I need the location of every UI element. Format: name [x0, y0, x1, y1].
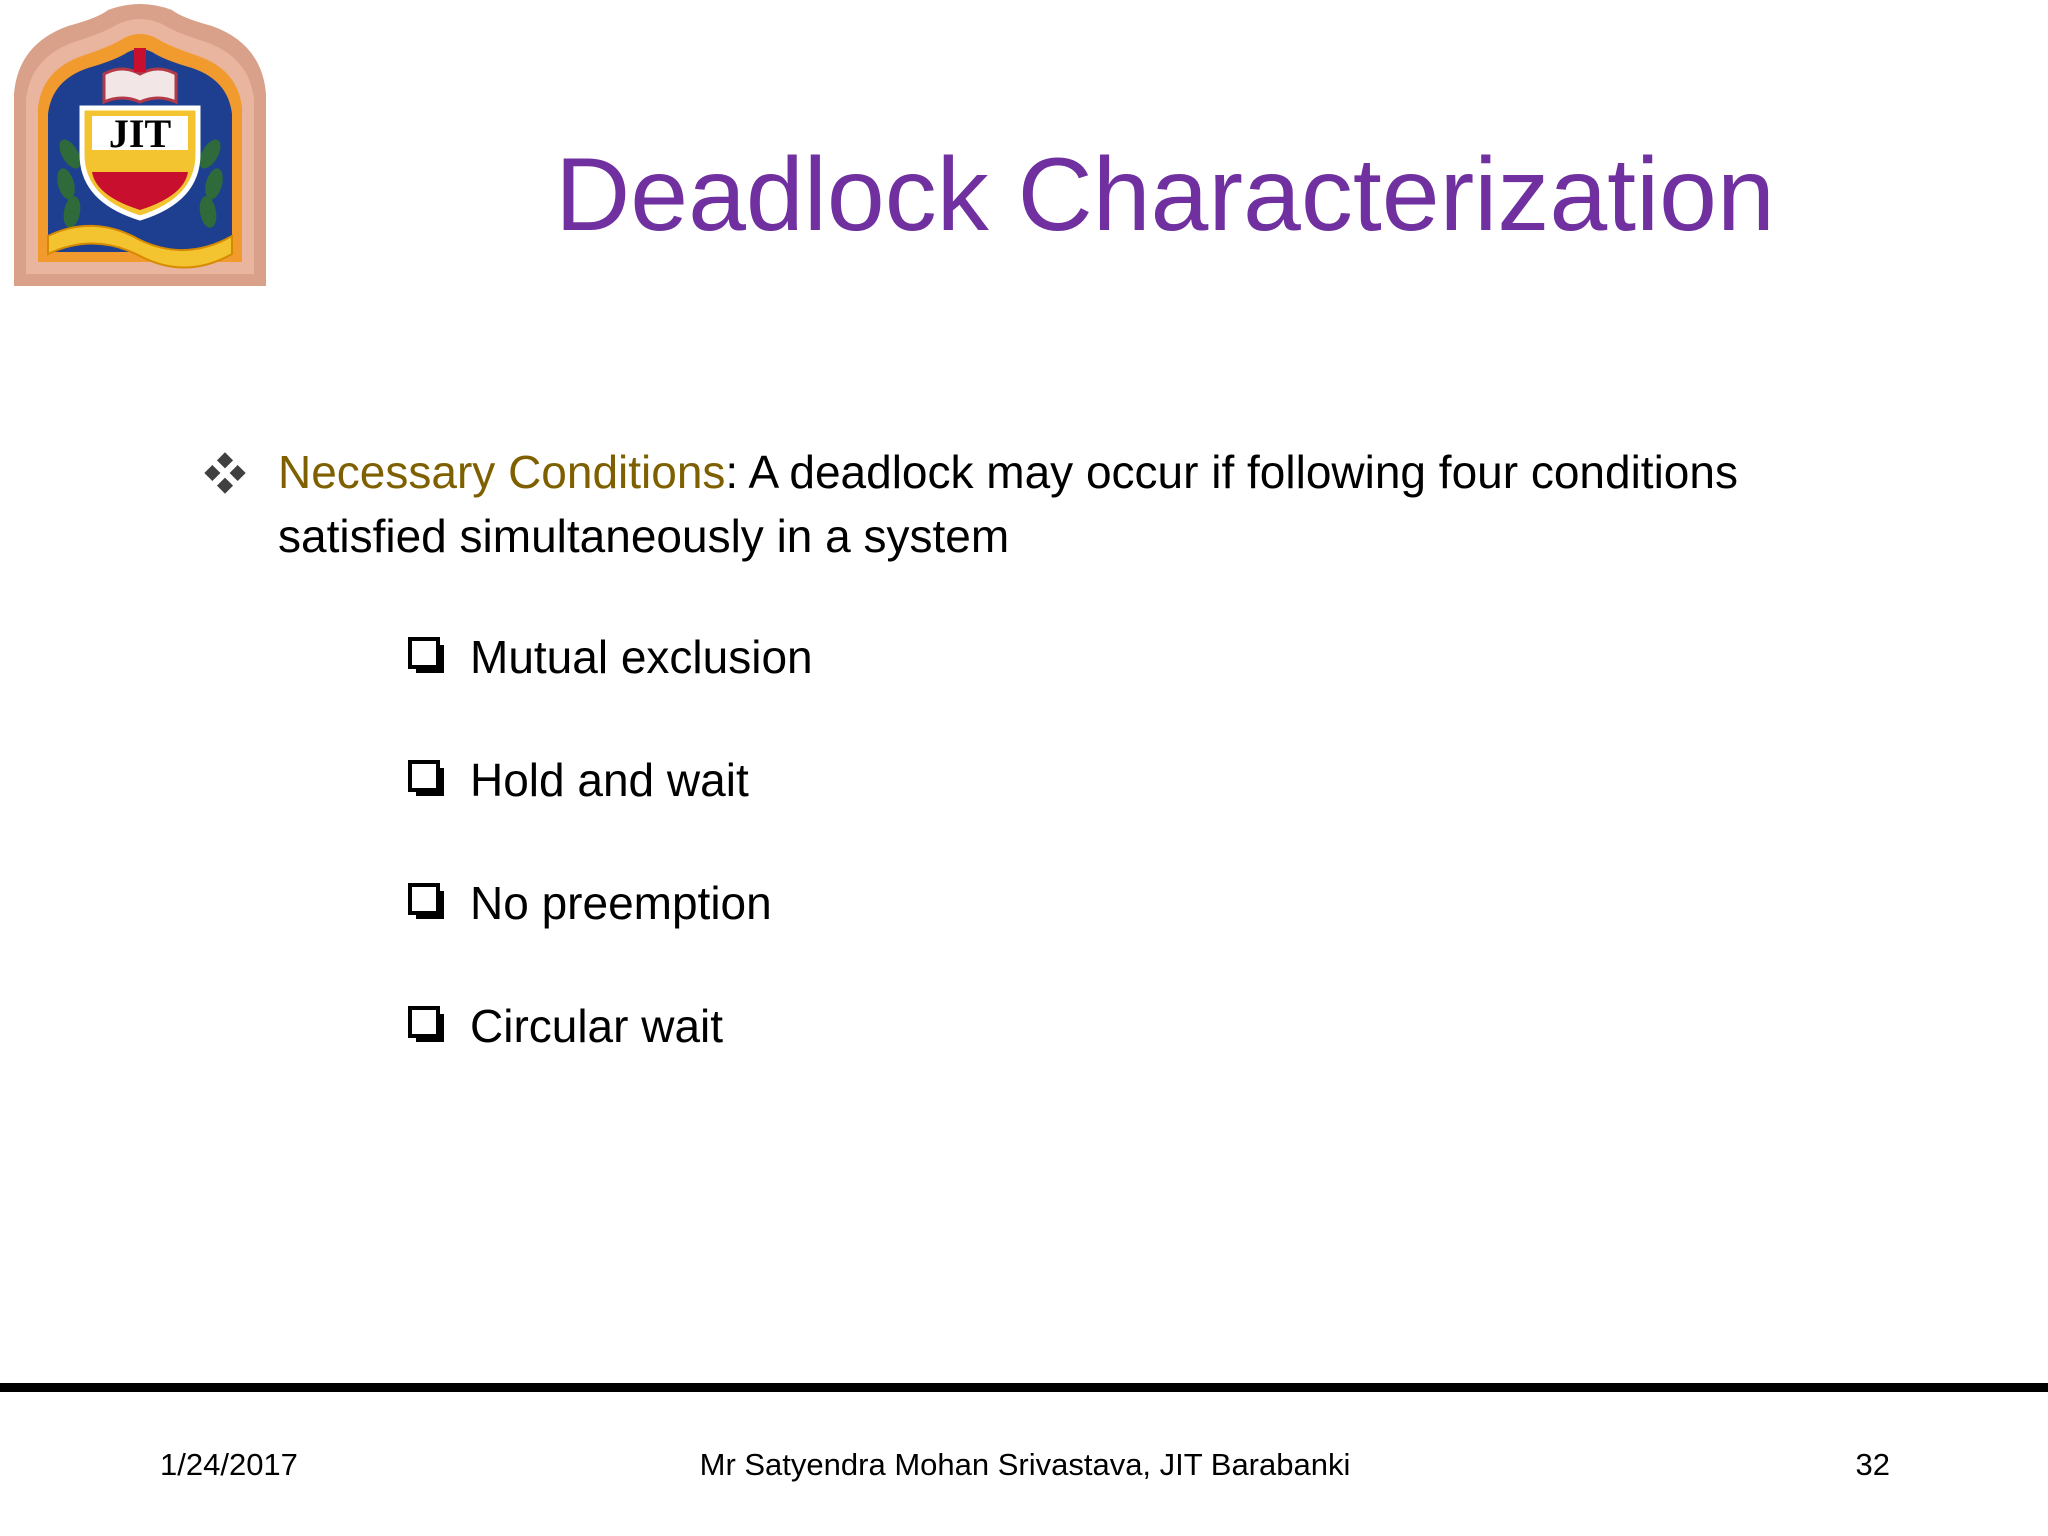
institute-logo [8, 4, 272, 290]
shadowed-checkbox-icon [408, 637, 446, 675]
condition-label: Hold and wait [470, 754, 749, 806]
lead-separator: : [725, 446, 739, 498]
condition-item-hold-and-wait [408, 748, 813, 871]
condition-label: Circular wait [470, 1000, 724, 1052]
condition-label: No preemption [470, 877, 772, 929]
footer-author: Mr Satyendra Mohan Srivastava, JIT Barabanki [699, 1447, 1351, 1482]
necessary-conditions-line1: A deadlock may occur if following four conditions [738, 446, 1738, 498]
footer-date: 1/24/2017 [160, 1447, 298, 1482]
condition-item-circular-wait [408, 994, 813, 1117]
condition-item-mutual-exclusion [408, 625, 813, 748]
svg-text:JIT: JIT [108, 111, 172, 156]
shadowed-checkbox-icon [408, 760, 446, 798]
conditions-list [408, 625, 813, 1117]
slide-title: Deadlock Characterization [555, 137, 1775, 253]
slide-page-number: 32 [1855, 1447, 1890, 1482]
footer-divider [0, 1383, 2048, 1392]
necessary-conditions-text [278, 440, 1842, 568]
shadowed-checkbox-icon [408, 1006, 446, 1044]
necessary-conditions-bullet [202, 440, 1842, 568]
condition-label: Mutual exclusion [470, 631, 813, 683]
necessary-conditions-lead: Necessary Conditions [278, 446, 726, 498]
necessary-conditions-line2: satisfied simultaneously in a system [278, 510, 1010, 562]
four-diamond-bullet-icon [202, 450, 248, 496]
shadowed-checkbox-icon [408, 883, 446, 921]
condition-item-no-preemption [408, 871, 813, 994]
